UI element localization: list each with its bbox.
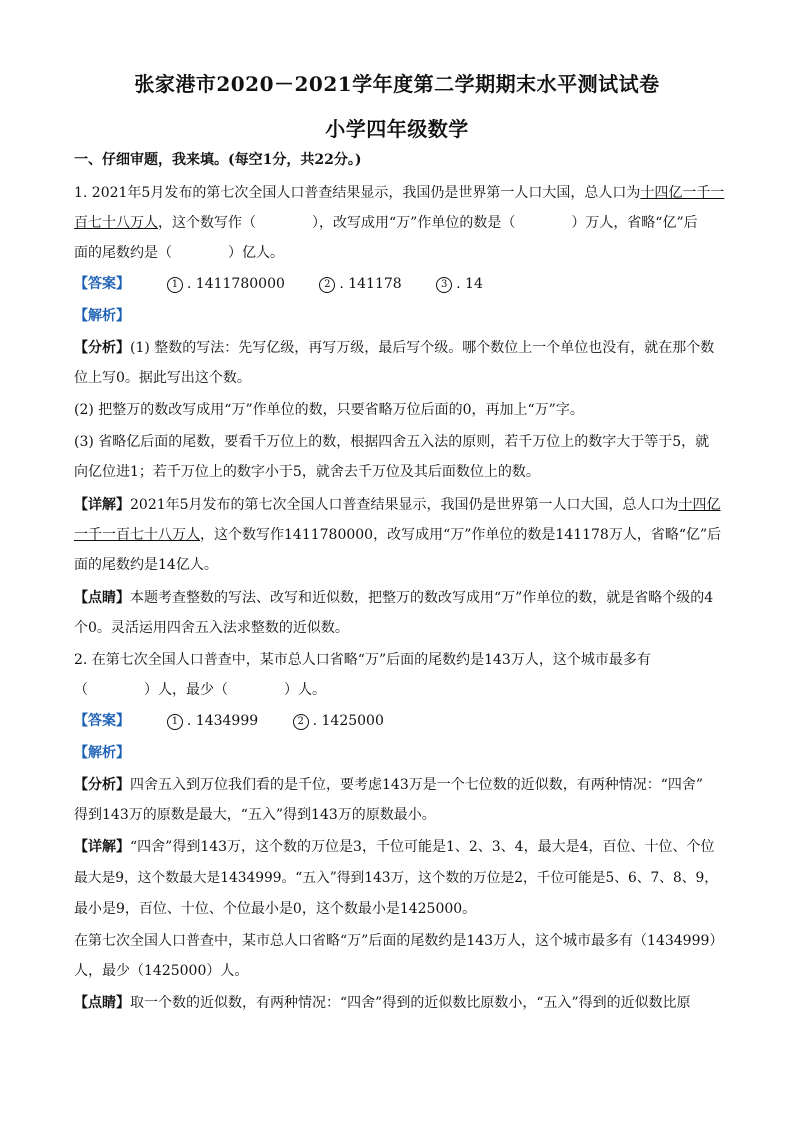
answer-item [167,274,285,294]
q1-fenxi-3: (2) 把整万的数改写成用“万”作单位的数，只要省略万位后面的0，再加上“万”字。 [74,402,584,418]
q2-dianjing-1 [74,993,724,1013]
q1-xiangjie-3: 面的尾数约是14亿人。 [74,557,218,573]
xiangjie-text: ，这个数写作1411780000，改写成用“万”作单位的数是141178万人，省略“亿”后 [200,527,722,543]
fenxi-text: 四舍五入到万位我们看的是千位，要考虑143万是一个七位数的近似数，有两种情况：“四舍” [130,777,704,793]
answer-item [319,274,401,294]
answer-value: . 1425000 [312,713,384,729]
q1-text: 1. 2021年5月发布的第七次全国人口普查结果显示，我国仍是世界第一人口大国，总人口为 [74,185,641,201]
circled-number: 1 [167,277,183,293]
q2-xiangjie-5: 人，最少（1425000）人。 [74,963,249,979]
answer-item [293,711,384,731]
q1-line-3: 面的尾数约是（ ）亿人。 [74,245,284,261]
answer-tag: 【答案】 [74,713,130,729]
q1-dianjing-1 [74,588,724,608]
circled-number: 2 [319,277,335,293]
xiangjie-tag: 【详解】 [74,839,130,855]
q2-line-2: （ ）人，最少（ ）人。 [74,682,326,698]
q1-fenxi-2: 位上写0。据此写出这个数。 [74,370,251,386]
dianjing-text: 本题考查整数的写法、改写和近似数，把整万的数改写成用“万”作单位的数，就是省略个级的4 [130,590,714,606]
q1-answer [74,274,724,294]
answer-item [436,274,483,294]
fenxi-text: (1) 整数的写法：先写亿级，再写万级，最后写个级。哪个数位上一个单位也没有，就在那个数 [130,340,715,356]
xiangjie-underlined: 一千一百七十八万人 [74,527,200,543]
q2-xiangjie-1 [74,837,724,857]
answer-item [167,711,258,731]
q1-underlined-text: 十四亿一千一 [640,185,725,201]
fenxi-tag: 【分析】 [74,777,130,793]
answer-value: . 14 [456,276,483,292]
q2-xiangjie-2: 最大是9，这个数最大是1434999。“五入”得到143万，这个数的万位是2，千位可能是5、6、7、8、9， [74,870,719,886]
answer-tag: 【答案】 [74,276,130,292]
q2-xiangjie-3: 最小是9，百位、十位、个位最小是0，这个数最小是1425000。 [74,901,477,917]
q2-fenxi-1 [74,775,724,795]
q1-fenxi-1 [74,338,724,358]
q1-dianjing-2: 个0。灵活运用四舍五入法求整数的近似数。 [74,620,349,636]
circled-number: 1 [167,714,183,730]
dianjing-tag: 【点睛】 [74,590,130,606]
q1-underlined-text: 百七十八万人 [74,215,158,231]
q1-xiangjie-1 [74,495,724,515]
q2-fenxi-2: 得到143万的原数是最大，“五入”得到143万的原数最小。 [74,807,436,823]
circled-number: 3 [436,277,452,293]
section-heading: 一、仔细审题，我来填。(每空1分，共22分。) [74,152,362,168]
q2-answer [74,711,724,731]
q2-line-1: 2. 在第七次全国人口普查中，某市总人口省略“万”后面的尾数约是143万人，这个城市最多有 [74,652,651,668]
answer-value: . 1411780000 [186,276,285,292]
q1-text: ，这个数写作（ ），改写成用“万”作单位的数是（ ）万人，省略“亿”后 [158,215,698,231]
xiangjie-underlined: 十四亿 [678,497,721,513]
dianjing-text: 取一个数的近似数，有两种情况：“四舍”得到的近似数比原数小，“五入”得到的近似数比原 [130,995,691,1011]
dianjing-tag: 【点睛】 [74,995,130,1011]
analysis-tag: 【解析】 [74,308,130,324]
q1-fenxi-4: (3) 省略亿后面的尾数，要看千万位上的数，根据四舍五入法的原则，若千万位上的数字大于等于5，就 [74,434,710,450]
xiangjie-tag: 【详解】 [74,497,130,513]
answer-value: . 1434999 [186,713,259,729]
analysis-tag: 【解析】 [74,745,130,761]
xiangjie-text: 2021年5月发布的第七次全国人口普查结果显示，我国仍是世界第一人口大国，总人口为 [130,497,679,513]
q1-xiangjie-2 [74,525,724,545]
q1-line-2 [74,213,724,233]
q2-xiangjie-4: 在第七次全国人口普查中，某市总人口省略“万”后面的尾数约是143万人，这个城市最多有（1434999） [74,933,724,949]
xiangjie-text: “四舍”得到143万，这个数的万位是3，千位可能是1、2、3、4，最大是4，百位、十位、个位 [130,839,715,855]
q1-fenxi-5: 向亿位进1；若千万位上的数字小于5，就舍去千万位及其后面数位上的数。 [74,464,540,480]
exam-subtitle: 小学四年级数学 [325,117,469,141]
q1-line-1 [74,183,724,203]
answer-value: . 141178 [339,276,402,292]
exam-title: 张家港市2020－2021学年度第二学期期末水平测试试卷 [134,72,660,96]
fenxi-tag: 【分析】 [74,340,130,356]
circled-number: 2 [293,714,309,730]
